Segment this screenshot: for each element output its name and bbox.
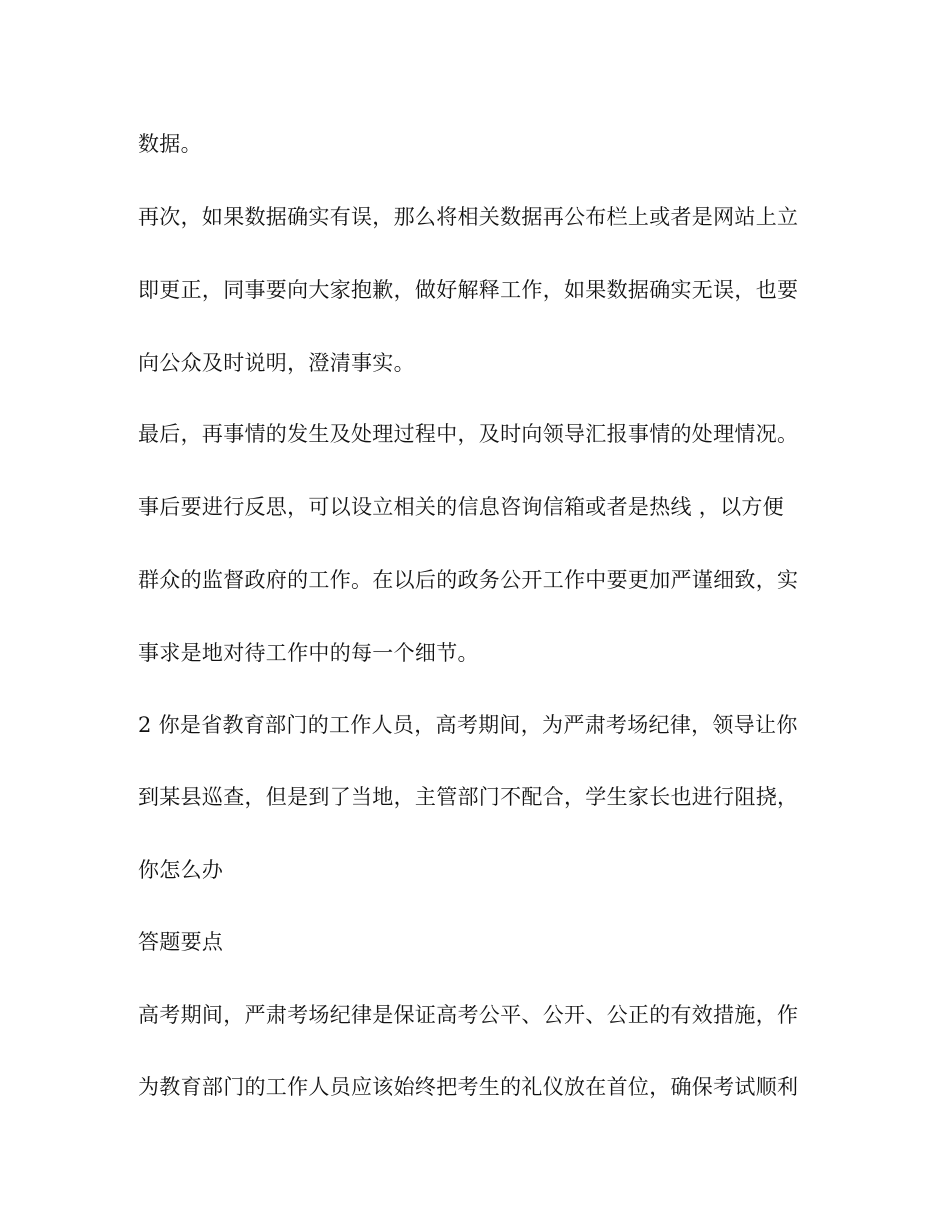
text-line-8: 事求是地对待工作中的每一个细节。 — [138, 641, 479, 665]
text-line-14: 为教育部门的工作人员应该始终把考生的礼仪放在首位，确保考试顺利 — [138, 1075, 799, 1099]
text-line-3: 即更正，同事要向大家抱歉，做好解释工作，如果数据确实无误，也要 — [138, 278, 799, 302]
text-line-5: 最后，再事情的发生及处理过程中，及时向领导汇报事情的处理情况。 — [138, 422, 799, 446]
text-line-4: 向公众及时说明，澄清事实。 — [138, 351, 415, 375]
text-line-7: 群众的监督政府的工作。在以后的政务公开工作中要更加严谨细致，实 — [138, 568, 799, 592]
text-line-1: 数据。 — [138, 132, 202, 156]
text-line-2: 再次，如果数据确实有误，那么将相关数据再公布栏上或者是网站上立 — [138, 205, 799, 229]
text-line-11: 你怎么办 — [138, 858, 224, 882]
text-line-10: 到某县巡查，但是到了当地，主管部门不配合，学生家长也进行阻挠， — [138, 785, 799, 809]
text-line-6: 事后要进行反思，可以设立相关的信息咨询信箱或者是热线 ，以方便 — [138, 495, 784, 519]
text-line-13: 高考期间，严肃考场纪律是保证高考公平、公开、公正的有效措施，作 — [138, 1003, 799, 1027]
text-line-9: 2 你是省教育部门的工作人员，高考期间，为严肃考场纪律，领导让你 — [138, 713, 798, 737]
text-line-12: 答题要点 — [138, 930, 224, 954]
